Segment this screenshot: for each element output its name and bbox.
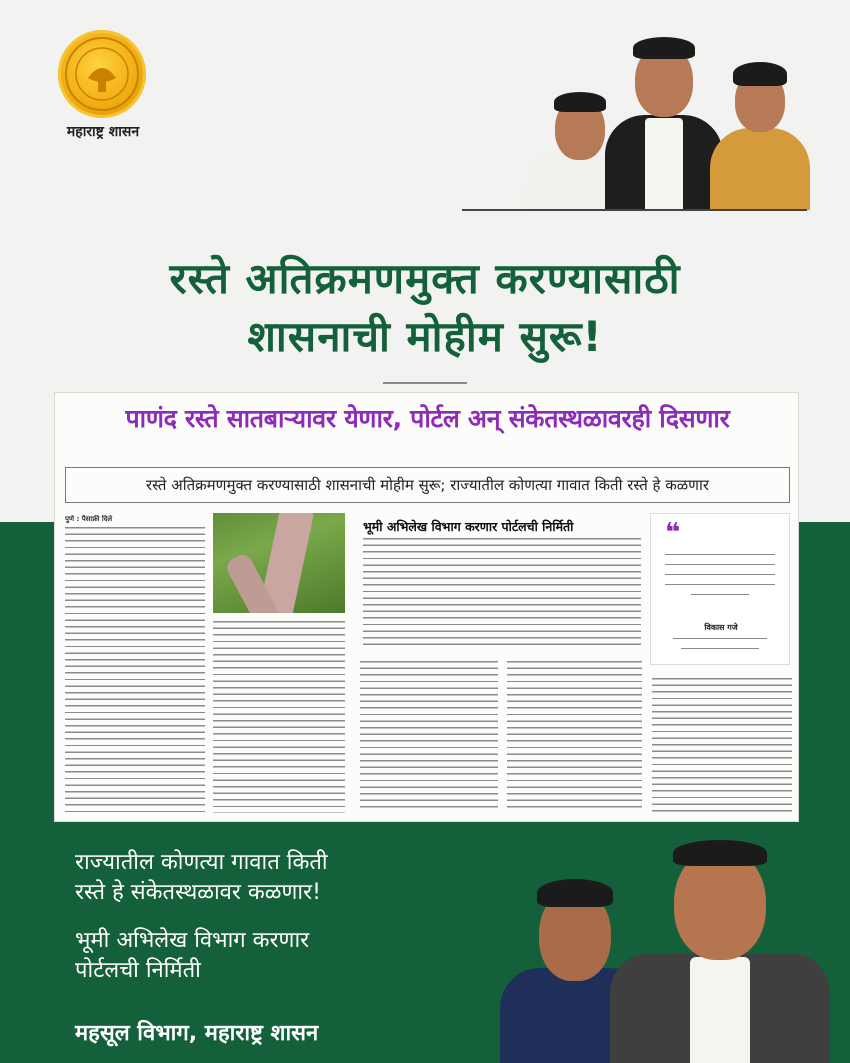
leaders-photo-bottom — [500, 840, 840, 1063]
quote-name: विकास गजे — [704, 623, 738, 632]
quote-mark-icon: ❝ — [665, 518, 681, 548]
bottom-message-1: राज्यातील कोणत्या गावात किती रस्ते हे संकेतस्थळावर कळणार! — [75, 850, 328, 905]
headline-line-2: शासनाची मोहीम सुरू! — [247, 312, 603, 361]
clipping-subtitle: रस्ते अतिक्रमणमुक्त करण्यासाठी शासनाची मोहीम सुरू; राज्यातील कोणत्या गावात किती रस्ते हे कळणार — [65, 467, 790, 503]
brand-name: महाराष्ट्र शासन — [66, 124, 140, 140]
newspaper-clipping — [54, 392, 799, 822]
article-column — [360, 661, 498, 813]
main-headline — [40, 250, 810, 366]
bottom-message-2: भूमी अभिलेख विभाग करणार पोर्टलची निर्मिती — [75, 928, 310, 983]
article-box-text — [363, 538, 641, 648]
headline-divider — [383, 382, 467, 384]
article-column — [213, 621, 345, 813]
leaders-photo-top — [495, 30, 815, 210]
leader-portrait — [605, 35, 723, 210]
headline-line-1: रस्ते अतिक्रमणमुक्त करण्यासाठी — [169, 254, 681, 303]
article-dateline: पुणे : पैसाफ्री दिले — [65, 515, 113, 523]
leader-portrait — [610, 840, 830, 1063]
article-column — [652, 678, 792, 813]
road-photo — [213, 513, 345, 613]
clipping-title: पाणंद रस्ते सातबाऱ्यावर येणार, पोर्टल अन् संकेतस्थळावरही दिसणार — [125, 404, 730, 433]
article-column — [65, 515, 205, 813]
box-heading: भूमी अभिलेख विभाग करणार पोर्टलची निर्मिती — [363, 519, 574, 534]
maharashtra-government-seal-icon — [58, 30, 146, 118]
header-divider — [462, 209, 807, 211]
article-column — [507, 661, 642, 813]
quote-box — [650, 513, 790, 665]
leader-portrait — [710, 60, 810, 210]
footer-department: महसूल विभाग, महाराष्ट्र शासन — [75, 1021, 319, 1046]
